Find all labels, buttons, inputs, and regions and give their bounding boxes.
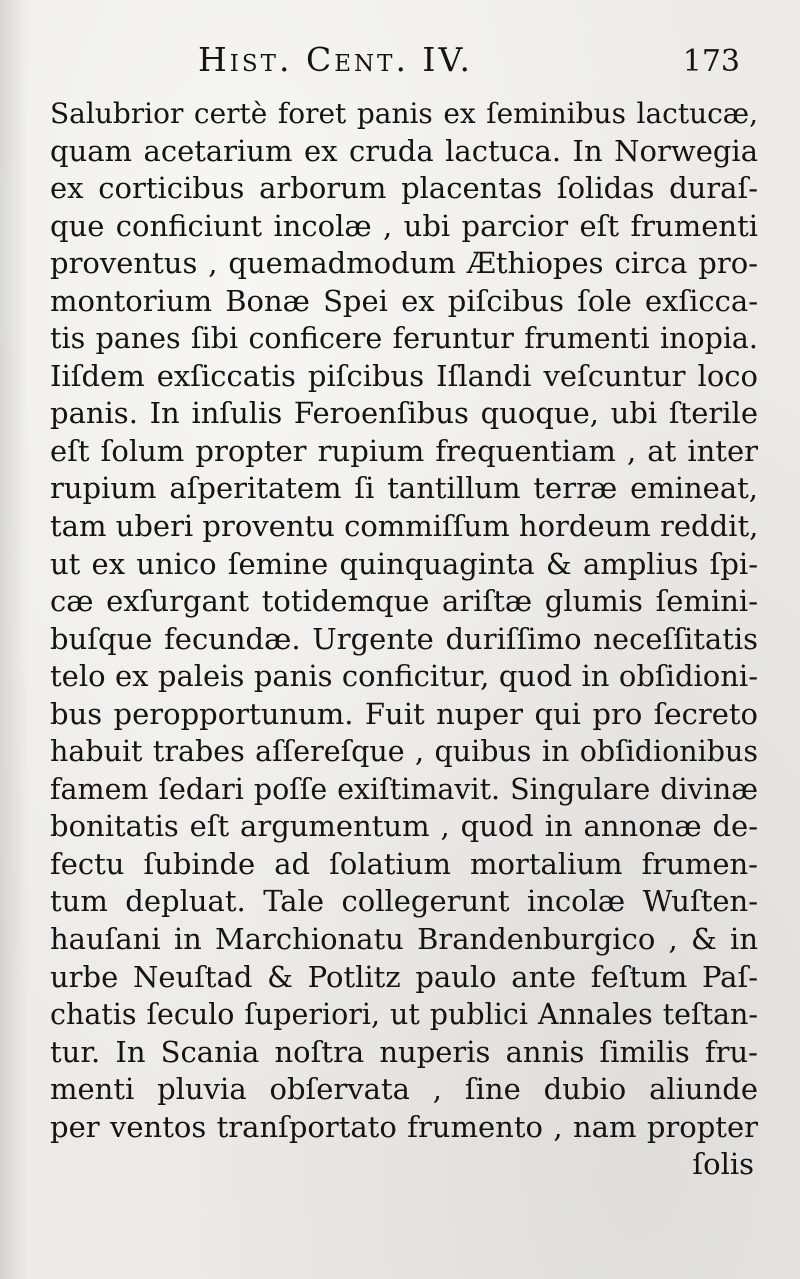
- text-line: quam acetarium ex cruda lactuca. In Norwegia: [50, 133, 758, 168]
- text-line: ut ex unico ſemine quinquaginta & amplius ſpi-: [50, 546, 758, 581]
- binding-shadow: [0, 0, 28, 1279]
- text-line: Salubrior certè foret panis ex ſeminibus lactucæ,: [50, 97, 758, 130]
- text-line: buſque fecundæ. Urgente duriſſimo neceſſitatis: [50, 621, 758, 656]
- text-line: per ventos tranſportato frumento , nam propter: [50, 1109, 758, 1144]
- body-text: [50, 95, 758, 1184]
- text-line: proventus , quemadmodum Æthiopes circa pro-: [50, 246, 758, 281]
- text-line: cæ exſurgant totidemque ariſtæ glumis ſemini-: [50, 584, 758, 619]
- text-line: chatis ſeculo ſuperiori, ut publici Annales teſtan-: [50, 998, 758, 1032]
- text-line: telo ex paleis panis conficitur, quod in obſidioni-: [50, 659, 758, 694]
- text-line: eſt ſolum propter rupium frequentiam , at inter: [50, 433, 758, 468]
- text-line: menti pluvia obſervata , ſine dubio aliunde: [50, 1072, 758, 1107]
- text-line: rupium aſperitatem ſi tantillum terræ emineat,: [50, 471, 758, 506]
- text-line: Iiſdem exſiccatis piſcibus Iſlandi veſcuntur loco: [50, 358, 758, 393]
- text-line: tam uberi proventu commiſſum hordeum reddit,: [50, 509, 758, 544]
- text-line: fectu ſubinde ad ſolatium mortalium frumen-: [50, 846, 758, 881]
- text-line: ex corticibus arborum placentas ſolidas duraſ-: [50, 171, 758, 206]
- text-line: urbe Neuſtad & Potlitz paulo ante feſtum Paſ-: [50, 959, 758, 994]
- text-line: tur. In Scania noſtra nuperis annis ſimilis fru-: [50, 1034, 758, 1069]
- text-line: tum depluat. Tale collegerunt incolæ Wuſten-: [50, 884, 758, 919]
- text-line: habuit trabes aſſereſque , quibus in obſidionibus: [50, 735, 758, 769]
- text-line: hauſani in Marchionatu Brandenburgico , & in: [50, 922, 758, 957]
- text-line: famem ſedari poſſe exiſtimavit. Singulare divinæ: [50, 772, 758, 806]
- text-line: panis. In inſulis Feroenſibus quoque, ubi ſterile: [50, 396, 758, 431]
- text-line: montorium Bonæ Spei ex piſcibus ſole exſicca-: [50, 283, 758, 318]
- catchword: ſolis: [692, 1147, 754, 1182]
- text-line: bus peropportunum. Fuit nuper qui pro ſecreto: [50, 696, 758, 731]
- text-line: bonitatis eſt argumentum , quod in annonæ de-: [50, 809, 758, 844]
- running-head: Hist. Cent. IV.: [198, 40, 474, 79]
- text-line: tis panes ſibi conficere feruntur frumenti inopia.: [50, 322, 758, 356]
- page-number: 173: [682, 44, 740, 79]
- text-line: que conficiunt incolæ , ubi parcior eſt frumenti: [50, 208, 758, 243]
- page-header: [190, 40, 740, 90]
